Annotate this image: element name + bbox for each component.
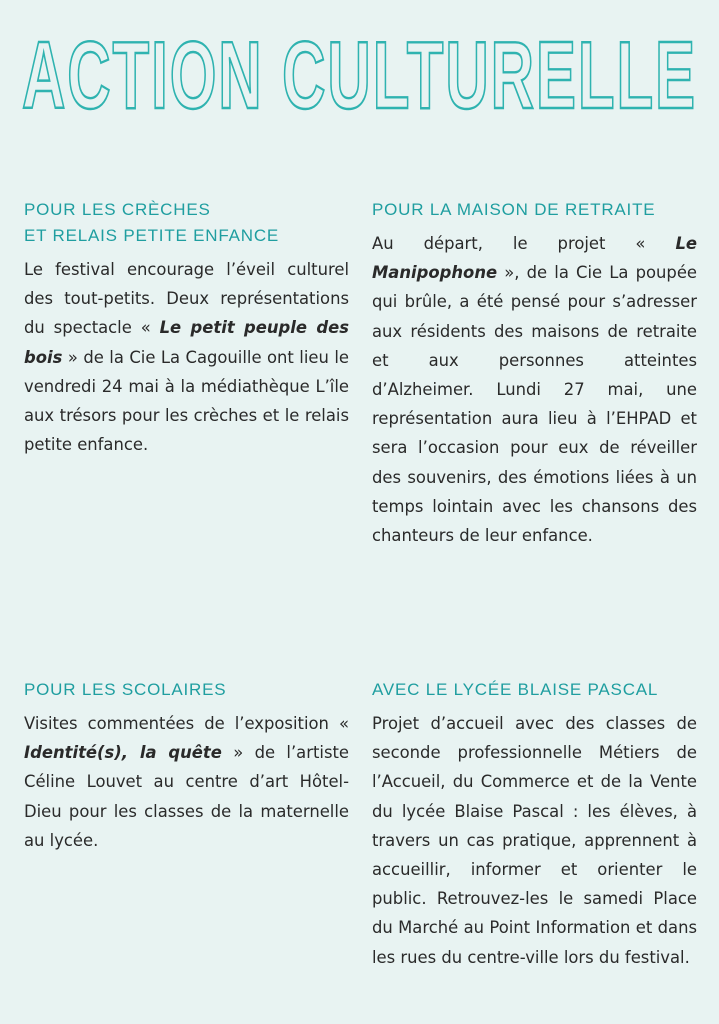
section-body: Projet d’accueil avec des classes de seconde professionnelle Métiers de l’Accueil, du Commerce et de la Vente du lycée Blaise Pascal : les élèves, à travers un cas pratique, apprennent à accueillir, informer et orienter le public. Retrouvez-les le samedi Place du Marché au Point Information et dans les rues du centre-ville lors du festival. bbox=[372, 714, 697, 967]
section-heading: POUR LA MAISON DE RETRAITE bbox=[372, 200, 656, 219]
section-scolaires bbox=[24, 677, 349, 855]
exhibition-title: Identité(s), la quête bbox=[24, 743, 222, 763]
section-heading: AVEC LE LYCÉE BLAISE PASCAL bbox=[372, 680, 659, 699]
page-title bbox=[20, 22, 700, 122]
section-creches bbox=[24, 197, 349, 459]
section-heading: POUR LES CRÈCHES ET RELAIS PETITE ENFANCE bbox=[24, 200, 280, 245]
page-title-text: ACTION CULTURELLE bbox=[22, 22, 697, 122]
section-heading: POUR LES SCOLAIRES bbox=[24, 680, 227, 699]
section-body: Au départ, le projet « Le Manipophone », de la Cie La poupée qui brûle, a été pensé pour s’adresser aux résidents des maisons de retraite et aux personnes atteintes d’Alzheimer. Lundi 27 mai, une représentation aura lieu à l’EHPAD et sera l’occasion pour eux de réveiller des souvenirs, des émotions liées à un temps lointain avec les chansons des chanteurs de leur enfance. bbox=[372, 234, 697, 546]
show-title: Le Manipophone bbox=[372, 234, 697, 283]
section-body: Visites commentées de l’exposition « Identité(s), la quête » de l’artiste Céline Louvet au centre d’art Hôtel-Dieu pour les classes de la maternelle au lycée. bbox=[24, 714, 349, 850]
section-maison-retraite bbox=[372, 197, 697, 550]
section-body: Le festival encourage l’éveil culturel des tout-petits. Deux représentations du spectacle « Le petit peuple des bois » de la Cie La Cagouille ont lieu le vendredi 24 mai à la médiathèque L’île aux trésors pour les crèches et le relais petite enfance. bbox=[24, 260, 349, 455]
show-title: Le petit peuple des bois bbox=[24, 318, 349, 367]
section-lycee bbox=[372, 677, 697, 972]
